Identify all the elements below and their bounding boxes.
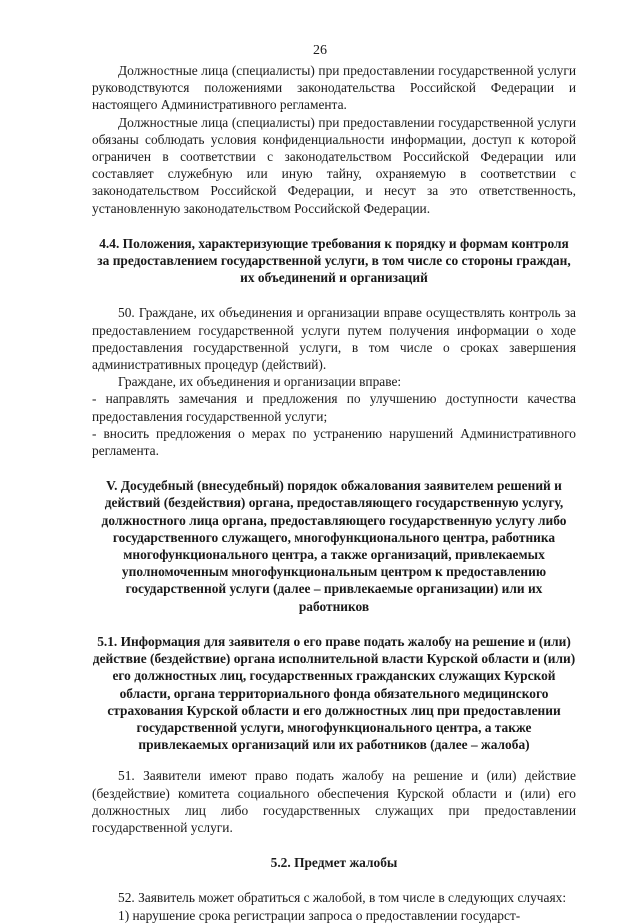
list-item-send-remarks: - направлять замечания и предложения по улучшению доступности качества предоставления государственной услуги; (92, 391, 576, 424)
section-heading-5-1: 5.1. Информация для заявителя о его праве подать жалобу на решение и (или) действие (бездействие) органа исполнительной власти Курской области и (или) его должностных лиц, государственных гражданских служащих Курской области, органа территориального фонда обязательного медицинского страхования Курской области и его должностных лиц при предоставлении государственной услуги, многофункционального центра, а также привлекаемых организаций или их работников (далее – жалоба) (92, 633, 576, 753)
chapter-heading-v: V. Досудебный (внесудебный) порядок обжалования заявителем решений и действий (бездействия) органа, предоставляющего государственную услугу, должностного лица органа, предоставляющего государственную услугу либо государственного служащего, многофункционального центра, работника многофункционального центра, а также организаций, привлекаемых уполномоченным многофункциональным центром к предоставлению государственной услуги (далее – привлекаемые организации) или их работников (101, 478, 567, 614)
section-heading-5-2: 5.2. Предмет жалобы (270, 855, 398, 871)
list-item-1: 1) нарушение срока регистрации запроса о предоставлении государст- (118, 907, 521, 923)
paragraph-51: 51. Заявители имеют право подать жалобу на решение и (или) действие (бездействие) комитета социального обеспечения Курской области и (или) его должностных лиц либо государственных служащих при предоставлении государственной услуги. (92, 768, 576, 835)
page-number: 26 (313, 43, 327, 58)
list-item-make-proposals: - вносить предложения о мерах по устранению нарушений Административного регламента. (92, 425, 576, 459)
paragraph-confidentiality: Должностные лица (специалисты) при предоставлении государственной услуги обязаны соблюдать условия конфиденциальности информации, доступ к которой ограничен в соответствии с законодательством Российской Федерации или составляет служебную или иную тайну, охраняемую в соответствии с законодательством Российской Федерации, и несут за это ответственность, установленную законодательством Российской Федерации. (92, 114, 576, 216)
paragraph-officials-guided: Должностные лица (специалисты) при предоставлении государственной услуги руководствуются положениями законодательства Российской Федерации и настоящего Административного регламента. (92, 63, 576, 113)
paragraph-52: 52. Заявитель может обратиться с жалобой, в том числе в следующих случаях: (118, 890, 567, 906)
section-heading-4-4: 4.4. Положения, характеризующие требования к порядку и формам контроля за предоставлением государственной услуги, в том числе со стороны граждан, их объединений и организаций (97, 235, 571, 286)
paragraph-citizens-right: Граждане, их объединения и организации вправе: (118, 374, 402, 390)
paragraph-50: 50. Граждане, их объединения и организации вправе осуществлять контроль за предоставлением государственной услуги путем получения информации о ходе предоставления государственной услуги, в том числе о сроках завершения административных процедур (действий). (92, 305, 576, 373)
document-body (92, 62, 576, 924)
